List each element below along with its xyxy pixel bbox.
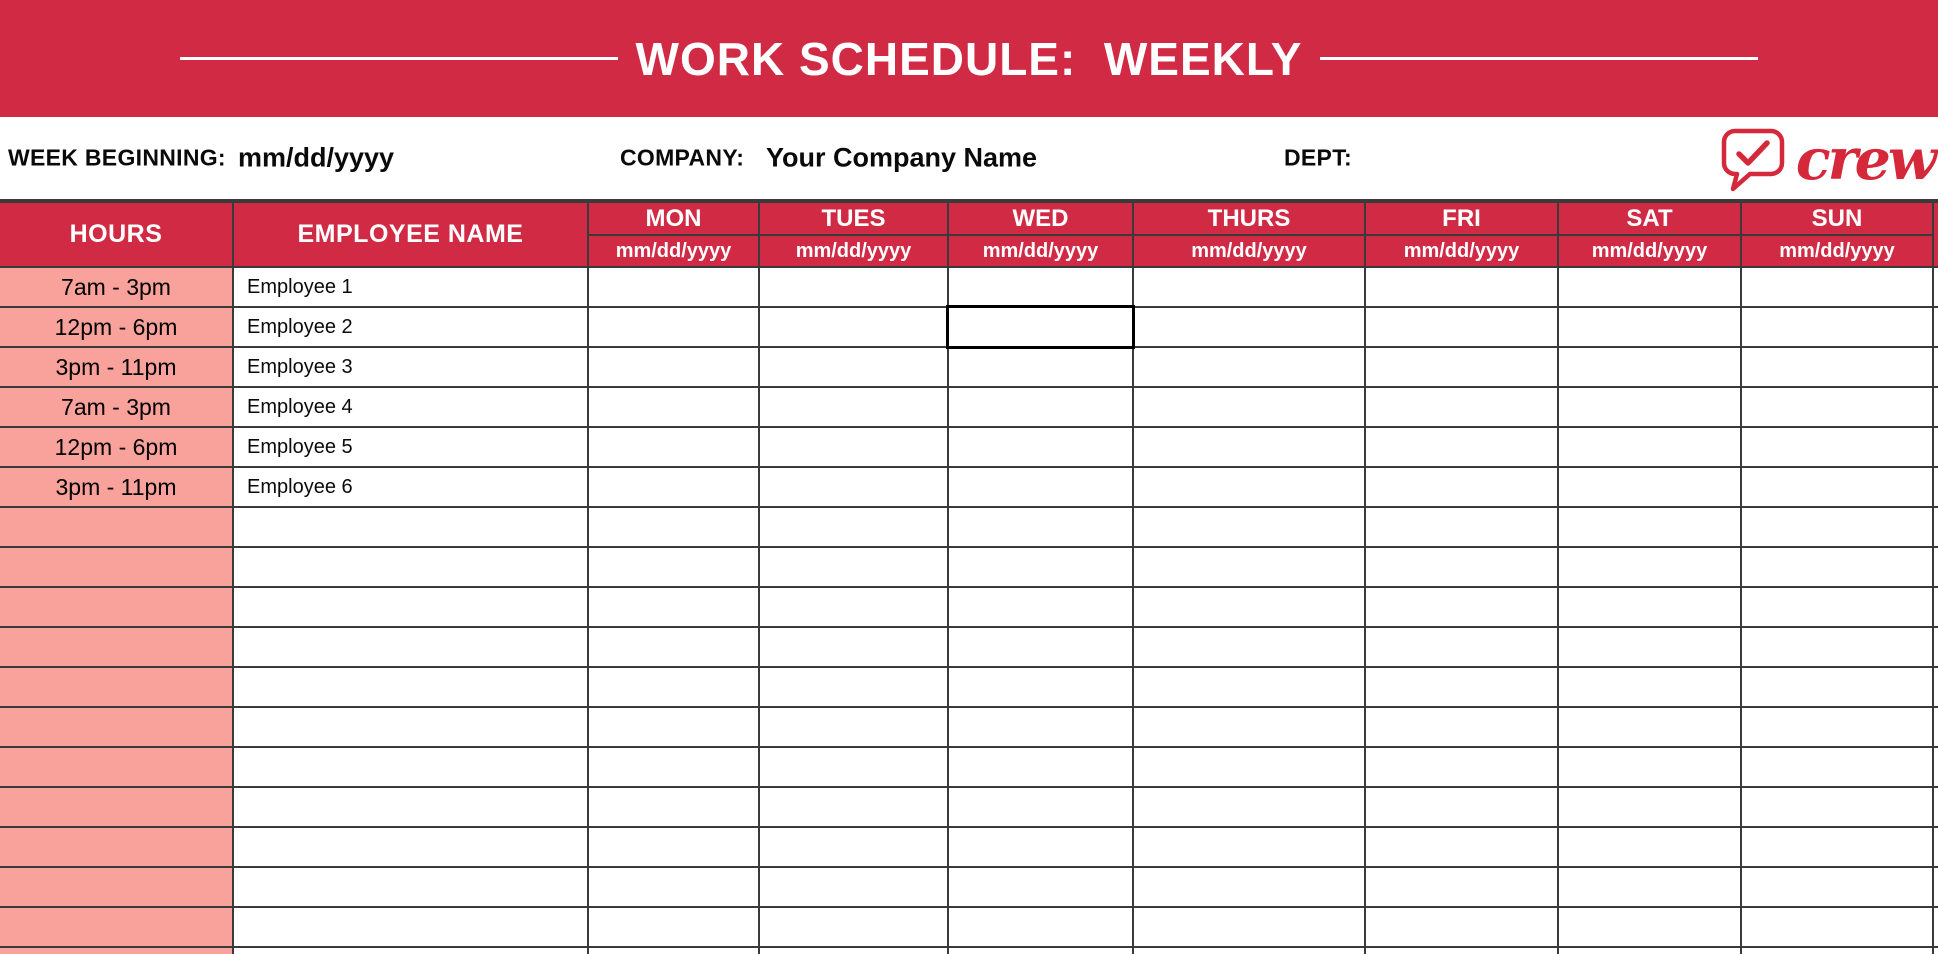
schedule-cell[interactable] — [760, 468, 947, 506]
employee-name-cell[interactable] — [234, 508, 587, 546]
schedule-cell[interactable] — [1366, 948, 1557, 954]
schedule-cell[interactable] — [1134, 868, 1364, 906]
schedule-cell[interactable] — [589, 788, 758, 826]
schedule-cell[interactable] — [1742, 588, 1932, 626]
schedule-cell[interactable] — [760, 588, 947, 626]
schedule-cell[interactable] — [589, 388, 758, 426]
employee-name-cell[interactable]: Employee 1 — [234, 268, 587, 306]
schedule-cell[interactable] — [1134, 468, 1364, 506]
schedule-cell[interactable] — [760, 868, 947, 906]
schedule-cell[interactable] — [1742, 668, 1932, 706]
schedule-cell[interactable] — [760, 308, 947, 346]
schedule-cell[interactable] — [1366, 468, 1557, 506]
schedule-cell[interactable] — [949, 908, 1132, 946]
schedule-cell[interactable] — [1366, 868, 1557, 906]
schedule-cell[interactable] — [1134, 268, 1364, 306]
date-header-mon[interactable]: mm/dd/yyyy — [589, 236, 758, 266]
title-rule-left — [180, 57, 618, 60]
schedule-cell[interactable] — [1742, 628, 1932, 666]
schedule-cell[interactable] — [1134, 548, 1364, 586]
schedule-cell[interactable] — [949, 388, 1132, 426]
schedule-cell[interactable] — [1366, 668, 1557, 706]
schedule-cell[interactable] — [949, 268, 1132, 306]
day-header-sat: SAT — [1559, 203, 1740, 234]
schedule-cell[interactable] — [760, 948, 947, 954]
schedule-cell[interactable] — [589, 428, 758, 466]
employee-name-cell[interactable]: Employee 5 — [234, 428, 587, 466]
hours-cell[interactable]: 7am - 3pm — [0, 268, 232, 306]
schedule-cell[interactable] — [1559, 788, 1740, 826]
schedule-cell[interactable] — [1742, 788, 1932, 826]
schedule-cell[interactable] — [1366, 268, 1557, 306]
schedule-cell[interactable] — [1134, 788, 1364, 826]
schedule-cell[interactable] — [589, 948, 758, 954]
title-band — [0, 0, 1938, 117]
hours-cell[interactable] — [0, 868, 232, 906]
schedule-cell[interactable] — [949, 788, 1132, 826]
edge-sliver-cell — [1934, 548, 1938, 586]
schedule-cell[interactable] — [949, 668, 1132, 706]
schedule-cell[interactable] — [1559, 388, 1740, 426]
schedule-cell[interactable] — [1134, 668, 1364, 706]
day-header-thurs: THURS — [1134, 203, 1364, 234]
crew-wordmark: crew — [1795, 126, 1934, 194]
hours-header: HOURS — [0, 203, 232, 266]
employee-name-cell[interactable] — [234, 788, 587, 826]
employee-name-cell[interactable]: Employee 2 — [234, 308, 587, 346]
date-header-sat[interactable]: mm/dd/yyyy — [1559, 236, 1740, 266]
schedule-cell[interactable] — [1134, 508, 1364, 546]
day-header-tues: TUES — [760, 203, 947, 234]
schedule-cell[interactable] — [1134, 628, 1364, 666]
schedule-cell[interactable] — [1559, 428, 1740, 466]
schedule-cell[interactable] — [760, 268, 947, 306]
schedule-cell[interactable] — [1134, 708, 1364, 746]
edge-sliver-cell — [1934, 868, 1938, 906]
schedule-cell[interactable] — [1559, 548, 1740, 586]
employee-name-cell[interactable] — [234, 548, 587, 586]
schedule-cell[interactable] — [1366, 788, 1557, 826]
schedule-cell[interactable] — [949, 828, 1132, 866]
schedule-cell[interactable] — [589, 628, 758, 666]
employee-name-cell[interactable] — [234, 588, 587, 626]
schedule-cell[interactable] — [1742, 708, 1932, 746]
selected-cell[interactable] — [949, 308, 1132, 346]
schedule-cell[interactable] — [589, 308, 758, 346]
schedule-cell[interactable] — [589, 468, 758, 506]
schedule-cell[interactable] — [1134, 948, 1364, 954]
employee-name-cell[interactable] — [234, 828, 587, 866]
schedule-cell[interactable] — [1134, 308, 1364, 346]
schedule-cell[interactable] — [760, 428, 947, 466]
day-header-sun: SUN — [1742, 203, 1932, 234]
employee-name-cell[interactable]: Employee 6 — [234, 468, 587, 506]
schedule-cell[interactable] — [1366, 388, 1557, 426]
edge-sliver-cell — [1934, 468, 1938, 506]
dept-label: DEPT: — [1284, 144, 1352, 171]
schedule-cell[interactable] — [1366, 748, 1557, 786]
date-header-wed[interactable]: mm/dd/yyyy — [949, 236, 1132, 266]
schedule-cell[interactable] — [1366, 908, 1557, 946]
info-bar — [0, 117, 1938, 199]
schedule-cell[interactable] — [1366, 308, 1557, 346]
hours-cell[interactable]: 12pm - 6pm — [0, 308, 232, 346]
company-label: COMPANY: — [620, 144, 745, 171]
schedule-cell[interactable] — [589, 268, 758, 306]
schedule-cell[interactable] — [1559, 348, 1740, 386]
schedule-cell[interactable] — [949, 348, 1132, 386]
hours-cell[interactable] — [0, 828, 232, 866]
edge-sliver-cell — [1934, 428, 1938, 466]
schedule-cell[interactable] — [1366, 588, 1557, 626]
hours-cell[interactable]: 7am - 3pm — [0, 388, 232, 426]
title-rule-right — [1320, 57, 1758, 60]
schedule-cell[interactable] — [589, 508, 758, 546]
schedule-cell[interactable] — [1134, 348, 1364, 386]
edge-sliver-cell — [1934, 708, 1938, 746]
schedule-cell[interactable] — [949, 588, 1132, 626]
schedule-cell[interactable] — [589, 868, 758, 906]
schedule-cell[interactable] — [949, 868, 1132, 906]
schedule-cell[interactable] — [1742, 908, 1932, 946]
employee-name-cell[interactable] — [234, 748, 587, 786]
edge-sliver-cell — [1934, 308, 1938, 346]
hours-cell[interactable] — [0, 948, 232, 954]
company-value[interactable]: Your Company Name — [766, 142, 1038, 173]
schedule-cell[interactable] — [1559, 748, 1740, 786]
day-header-wed: WED — [949, 203, 1132, 234]
crew-logo — [1719, 127, 1934, 193]
schedule-cell[interactable] — [589, 908, 758, 946]
employee-name-cell[interactable] — [234, 948, 587, 954]
schedule-cell[interactable] — [949, 628, 1132, 666]
employee-name-cell[interactable] — [234, 708, 587, 746]
edge-sliver-cell — [1934, 588, 1938, 626]
date-header-fri[interactable]: mm/dd/yyyy — [1366, 236, 1557, 266]
schedule-cell[interactable] — [760, 788, 947, 826]
employee-name-cell[interactable] — [234, 628, 587, 666]
schedule-cell[interactable] — [1559, 668, 1740, 706]
hours-cell[interactable]: 12pm - 6pm — [0, 428, 232, 466]
schedule-cell[interactable] — [589, 748, 758, 786]
schedule-cell[interactable] — [949, 548, 1132, 586]
schedule-cell[interactable] — [1742, 828, 1932, 866]
edge-sliver-cell — [1934, 388, 1938, 426]
edge-sliver-cell — [1934, 628, 1938, 666]
schedule-cell[interactable] — [1742, 268, 1932, 306]
schedule-cell[interactable] — [1559, 828, 1740, 866]
schedule-cell[interactable] — [589, 588, 758, 626]
hours-cell[interactable] — [0, 908, 232, 946]
schedule-cell[interactable] — [1742, 348, 1932, 386]
schedule-cell[interactable] — [1559, 868, 1740, 906]
schedule-cell[interactable] — [1134, 748, 1364, 786]
schedule-cell[interactable] — [1742, 748, 1932, 786]
schedule-cell[interactable] — [949, 428, 1132, 466]
schedule-table — [0, 199, 1938, 954]
schedule-cell[interactable] — [760, 708, 947, 746]
schedule-cell[interactable] — [1366, 548, 1557, 586]
schedule-cell[interactable] — [1134, 428, 1364, 466]
schedule-cell[interactable] — [760, 908, 947, 946]
employee-name-cell[interactable] — [234, 668, 587, 706]
schedule-cell[interactable] — [1742, 508, 1932, 546]
schedule-cell[interactable] — [589, 668, 758, 706]
schedule-cell[interactable] — [1366, 828, 1557, 866]
speech-bubble-check-icon — [1719, 127, 1787, 193]
schedule-cell[interactable] — [1742, 468, 1932, 506]
schedule-cell[interactable] — [589, 348, 758, 386]
hours-cell[interactable] — [0, 748, 232, 786]
edge-sliver-cell — [1934, 788, 1938, 826]
employee-name-cell[interactable] — [234, 868, 587, 906]
date-header-sun[interactable]: mm/dd/yyyy — [1742, 236, 1932, 266]
edge-sliver-cell — [1934, 948, 1938, 954]
schedule-cell[interactable] — [1742, 548, 1932, 586]
week-beginning-value[interactable]: mm/dd/yyyy — [238, 142, 395, 173]
schedule-cell[interactable] — [1134, 588, 1364, 626]
schedule-cell[interactable] — [1366, 628, 1557, 666]
schedule-cell[interactable] — [760, 628, 947, 666]
edge-sliver-cell — [1934, 748, 1938, 786]
schedule-cell[interactable] — [1742, 868, 1932, 906]
hours-cell[interactable]: 3pm - 11pm — [0, 348, 232, 386]
day-header-fri: FRI — [1366, 203, 1557, 234]
schedule-cell[interactable] — [949, 708, 1132, 746]
week-beginning-label: WEEK BEGINNING: — [8, 144, 226, 171]
schedule-cell[interactable] — [1559, 508, 1740, 546]
date-header-tues[interactable]: mm/dd/yyyy — [760, 236, 947, 266]
schedule-cell[interactable] — [1134, 908, 1364, 946]
header-edge-sliver — [1934, 203, 1938, 266]
hours-cell[interactable]: 3pm - 11pm — [0, 468, 232, 506]
schedule-cell[interactable] — [949, 468, 1132, 506]
schedule-cell[interactable] — [1742, 388, 1932, 426]
schedule-cell[interactable] — [1742, 428, 1932, 466]
employee-name-cell[interactable]: Employee 4 — [234, 388, 587, 426]
schedule-cell[interactable] — [1366, 428, 1557, 466]
schedule-cell[interactable] — [760, 348, 947, 386]
schedule-cell[interactable] — [1559, 468, 1740, 506]
schedule-cell[interactable] — [1366, 708, 1557, 746]
schedule-cell[interactable] — [1559, 948, 1740, 954]
schedule-cell[interactable] — [760, 548, 947, 586]
schedule-cell[interactable] — [1559, 908, 1740, 946]
schedule-cell[interactable] — [589, 708, 758, 746]
hours-cell[interactable] — [0, 548, 232, 586]
hours-cell[interactable] — [0, 788, 232, 826]
hours-cell[interactable] — [0, 668, 232, 706]
schedule-cell[interactable] — [949, 748, 1132, 786]
schedule-cell[interactable] — [760, 828, 947, 866]
edge-sliver-cell — [1934, 268, 1938, 306]
schedule-cell[interactable] — [1559, 588, 1740, 626]
schedule-cell[interactable] — [1742, 308, 1932, 346]
edge-sliver-cell — [1934, 828, 1938, 866]
employee-name-cell[interactable] — [234, 908, 587, 946]
edge-sliver-cell — [1934, 908, 1938, 946]
employee-name-header: EMPLOYEE NAME — [234, 203, 587, 266]
edge-sliver-cell — [1934, 508, 1938, 546]
hours-cell[interactable] — [0, 708, 232, 746]
schedule-cell[interactable] — [949, 948, 1132, 954]
hours-cell[interactable] — [0, 628, 232, 666]
schedule-cell[interactable] — [760, 388, 947, 426]
hours-cell[interactable] — [0, 588, 232, 626]
schedule-cell[interactable] — [949, 508, 1132, 546]
schedule-cell[interactable] — [760, 668, 947, 706]
edge-sliver-cell — [1934, 668, 1938, 706]
schedule-cell[interactable] — [589, 828, 758, 866]
schedule-cell[interactable] — [1366, 348, 1557, 386]
edge-sliver-cell — [1934, 348, 1938, 386]
employee-name-cell[interactable]: Employee 3 — [234, 348, 587, 386]
schedule-cell[interactable] — [1559, 708, 1740, 746]
hours-cell[interactable] — [0, 508, 232, 546]
date-header-thurs[interactable]: mm/dd/yyyy — [1134, 236, 1364, 266]
schedule-cell[interactable] — [760, 508, 947, 546]
schedule-cell[interactable] — [1559, 308, 1740, 346]
schedule-cell[interactable] — [589, 548, 758, 586]
schedule-cell[interactable] — [1134, 388, 1364, 426]
schedule-cell[interactable] — [1742, 948, 1932, 954]
schedule-cell[interactable] — [1559, 268, 1740, 306]
schedule-cell[interactable] — [1366, 508, 1557, 546]
page-title: WORK SCHEDULE: WEEKLY — [635, 32, 1303, 85]
day-header-mon: MON — [589, 203, 758, 234]
schedule-cell[interactable] — [1134, 828, 1364, 866]
schedule-cell[interactable] — [760, 748, 947, 786]
schedule-cell[interactable] — [1559, 628, 1740, 666]
